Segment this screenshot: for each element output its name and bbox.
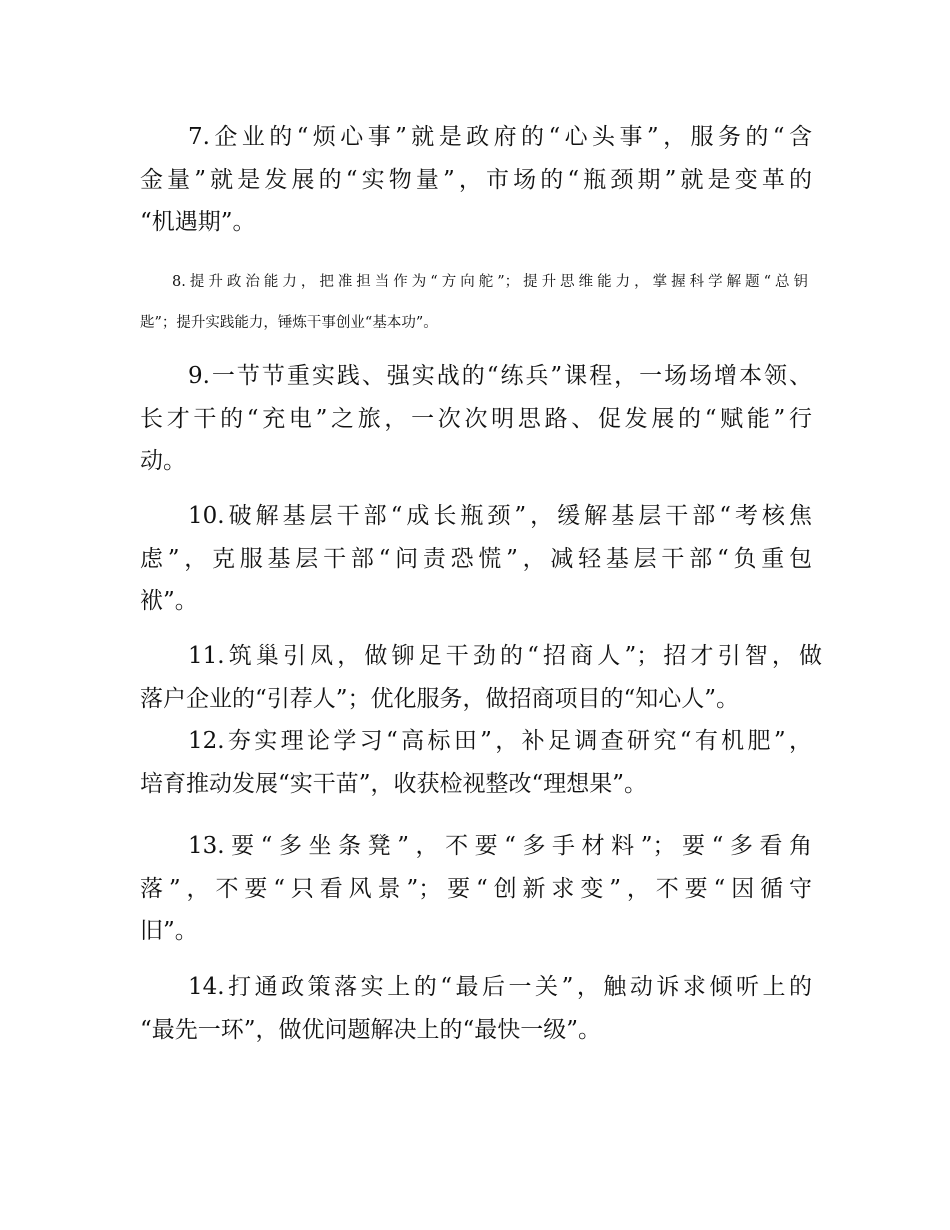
text-line: 7.企业的“烦心事”就是政府的“心头事”，服务的“含: [188, 124, 812, 150]
text-line: 12.夯实理论学习“高标田”，补足调查研究“有机肥”，: [188, 728, 812, 754]
text-line: 金量”就是发展的“实物量”，市场的“瓶颈期”就是变革的: [140, 166, 812, 193]
text-line: 落户企业的“引荐人”；优化服务，做招商项目的“知心人”。: [140, 685, 740, 712]
paragraph-10: [140, 495, 812, 623]
text-line: 培育推动发展“实干苗”，收获检视整改“理想果”。: [140, 770, 648, 797]
text-line: 落”，不要“只看风景”；要“创新求变”，不要“因循守: [140, 875, 812, 902]
text-line: 袱”。: [140, 588, 198, 614]
text-line: 13.要“多坐条凳”，不要“多手材料”；要“多看角: [188, 833, 812, 859]
text-line: “最先一环”，做优问题解决上的“最快一级”。: [140, 1016, 602, 1043]
text-line: 长才干的“充电”之旅，一次次明思路、促发展的“赋能”行: [140, 405, 812, 432]
text-line: 旧”。: [140, 918, 198, 944]
text-line: 11.筑巢引凤，做铆足干劲的“招商人”；招才引智，做: [188, 643, 822, 669]
text-line: 8.提升政治能力，把准担当作为“方向舵”；提升思维能力，掌握科学解题“总钥: [172, 274, 808, 290]
paragraph-13: [140, 825, 812, 953]
paragraph-9: [140, 355, 812, 483]
paragraph-8: [140, 262, 808, 344]
text-line: 动。: [140, 448, 186, 474]
text-line: 9.一节节重实践、强实战的“练兵”课程，一场场增本领、: [188, 363, 812, 389]
text-line: 虑”，克服基层干部“问责恐慌”，减轻基层干部“负重包: [140, 545, 812, 572]
paragraph-11: [140, 635, 822, 720]
paragraph-14: [140, 966, 812, 1051]
text-line: 10.破解基层干部“成长瓶颈”，缓解基层干部“考核焦: [188, 503, 812, 529]
text-line: “机遇期”。: [140, 209, 256, 235]
paragraph-12: [140, 720, 812, 805]
text-line: 匙”；提升实践能力，锤炼干事创业“基本功”。: [140, 315, 438, 331]
text-line: 14.打通政策落实上的“最后一关”，触动诉求倾听上的: [188, 974, 812, 1000]
paragraph-7: [140, 116, 812, 244]
